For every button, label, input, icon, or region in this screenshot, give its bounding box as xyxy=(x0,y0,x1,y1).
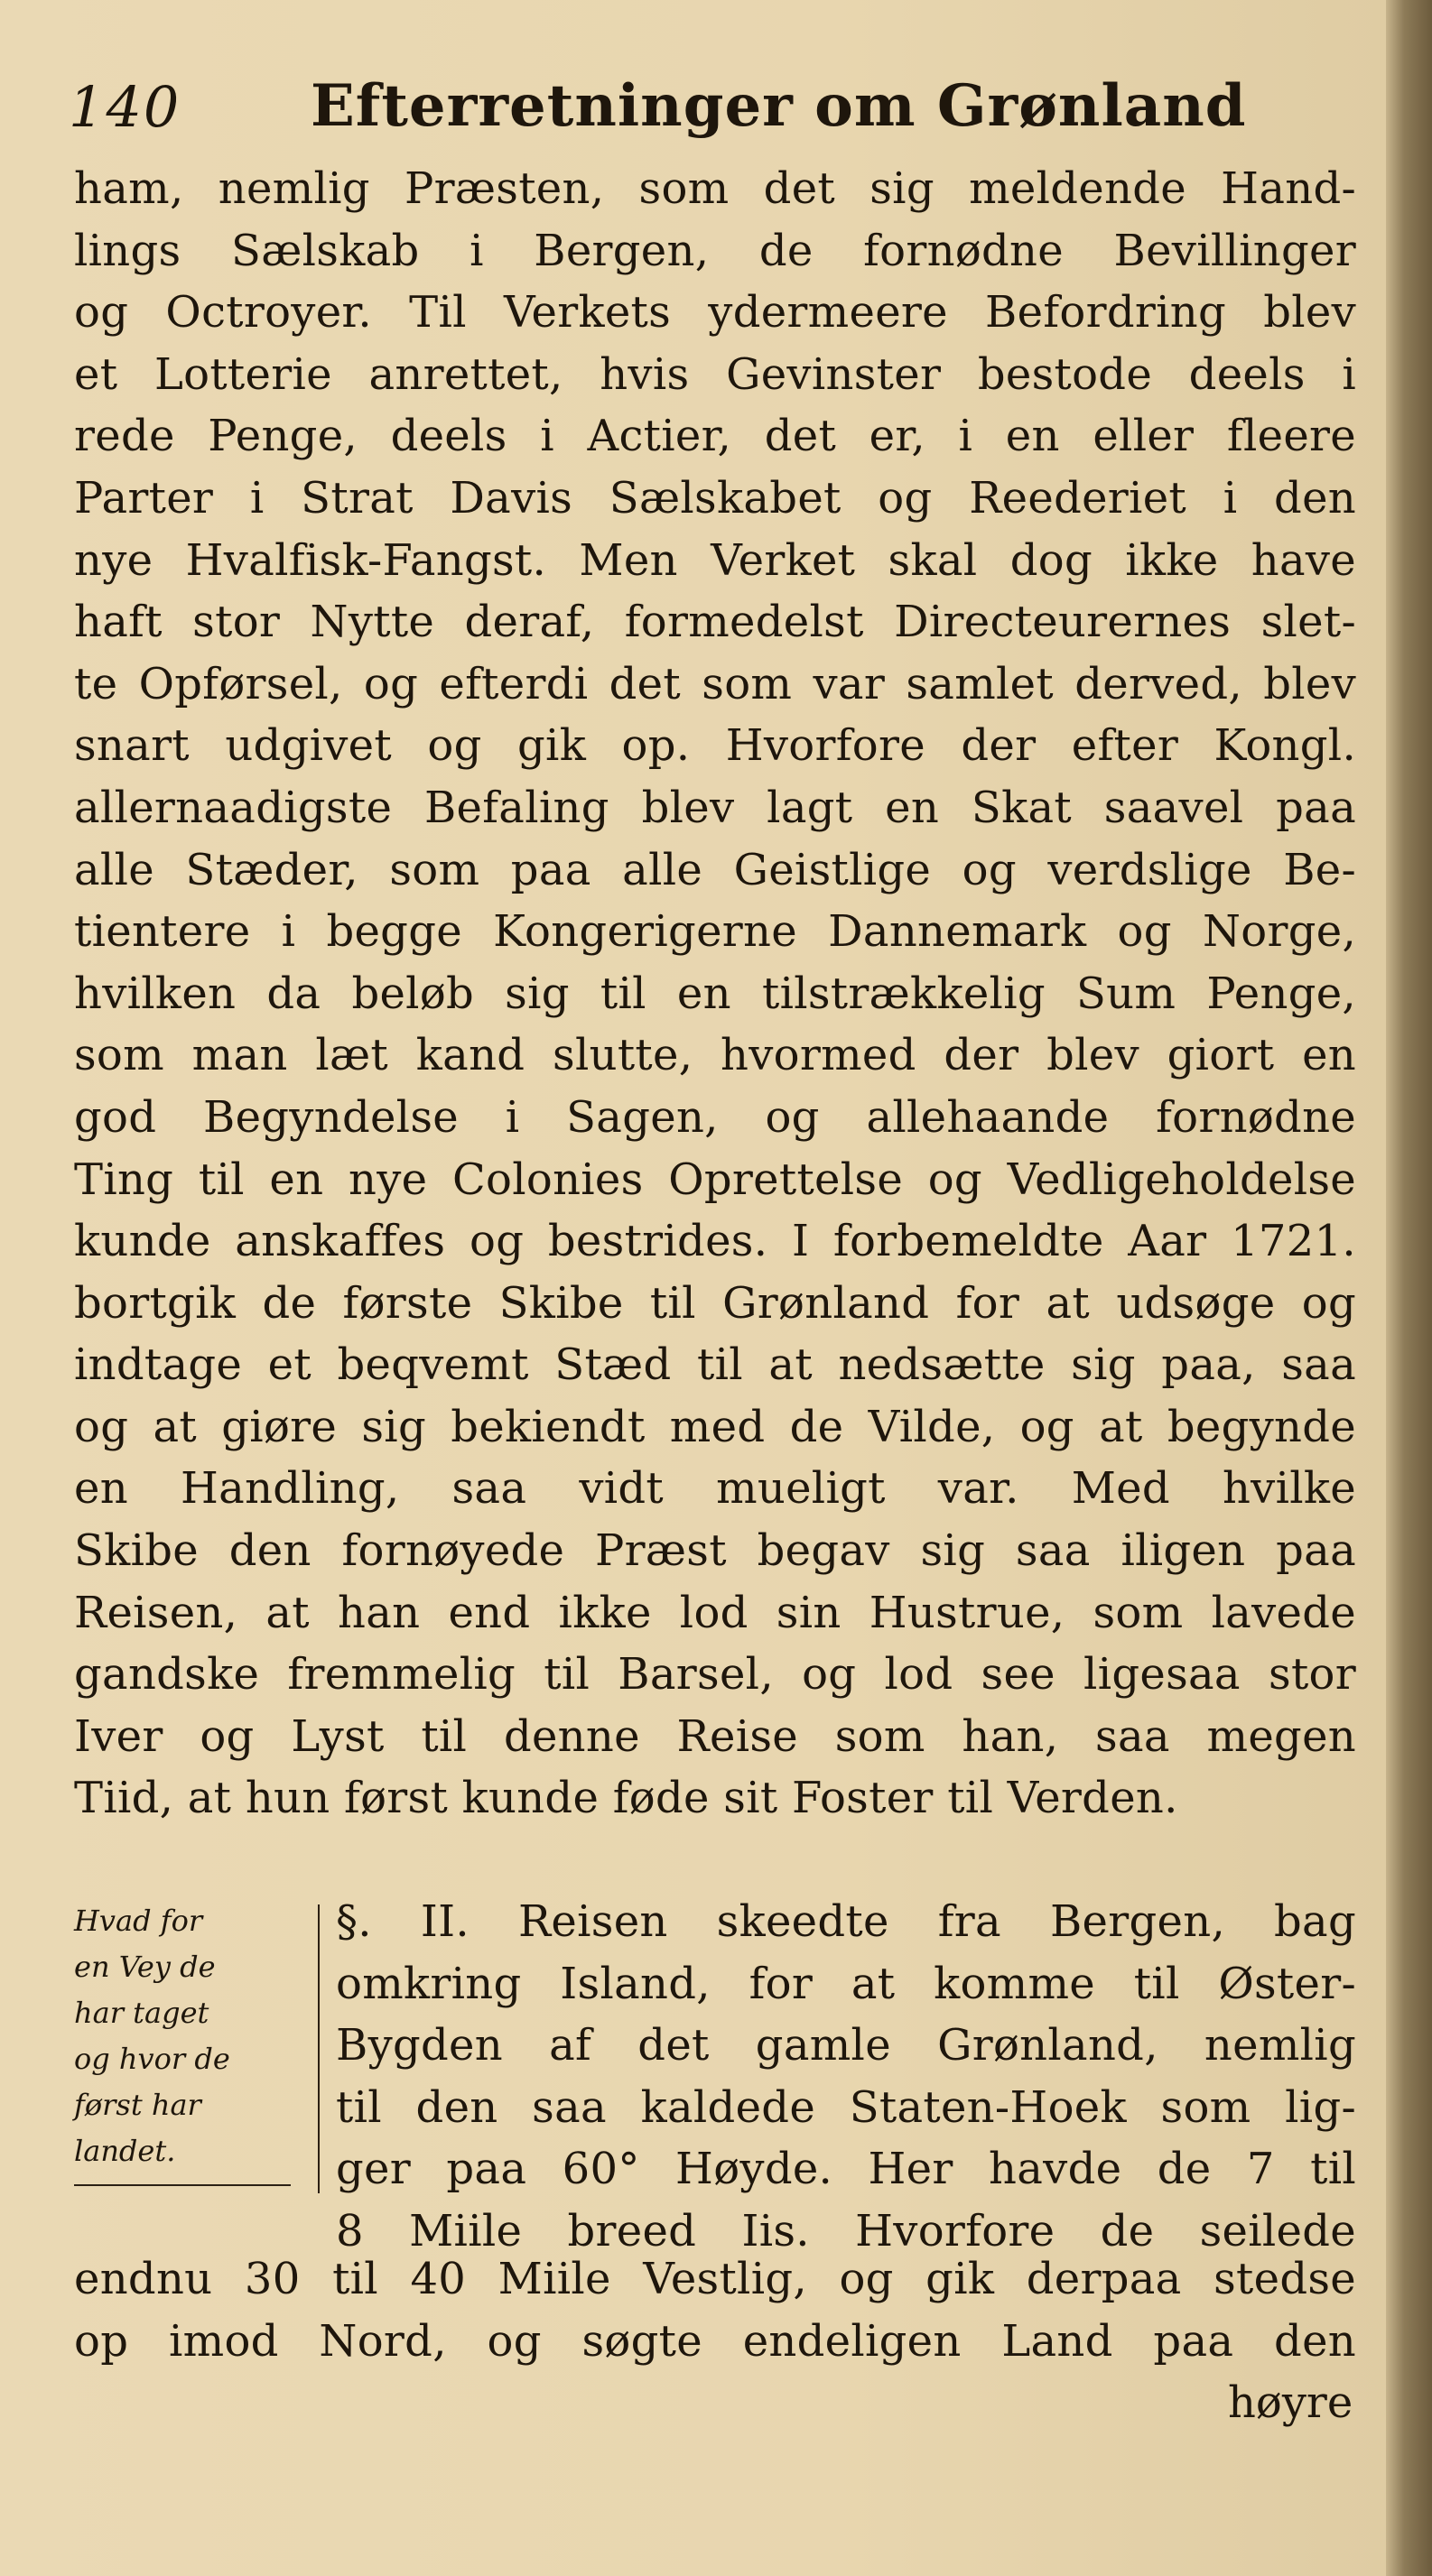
text-line: allernaadigste Befaling blev lagt en Skat saavel paa xyxy=(74,782,1356,833)
text-line: Ting til en nye Colonies Oprettelse og Vedligeholdelse xyxy=(74,1154,1356,1205)
page-number: 140 xyxy=(69,74,181,140)
text-line: Bygden af det gamle Grønland, nemlig xyxy=(336,2020,1356,2071)
text-line: §. II. Reisen skeedte fra Bergen, bag xyxy=(336,1896,1356,1947)
text-line: ger paa 60° Høyde. Her havde de 7 til xyxy=(336,2144,1356,2195)
page-header xyxy=(69,63,1351,153)
text-line: te Opførsel, og efterdi det som var samlet derved, blev xyxy=(74,658,1356,709)
text-line: et Lotterie anrettet, hvis Gevinster bestode deels i xyxy=(74,348,1356,400)
main-text-block xyxy=(74,158,1356,1830)
text-line: til den saa kaldede Staten-Hoek som lig- xyxy=(336,2081,1356,2133)
running-title: Efterretninger om Grønland xyxy=(311,72,1247,140)
catchword: høyre xyxy=(1228,2377,1353,2428)
text-line: og at giøre sig bekiendt med de Vilde, og at begynde xyxy=(74,1401,1356,1452)
margin-note xyxy=(74,1898,300,2174)
text-line: hvilken da beløb sig til en tilstrækkelig Sum Penge, xyxy=(74,968,1356,1019)
text-line: tientere i begge Kongerigerne Dannemark og Norge, xyxy=(74,906,1356,958)
text-line: Iver og Lyst til denne Reise som han, saa megen xyxy=(74,1710,1356,1762)
margin-underline xyxy=(74,2184,291,2186)
text-line: rede Penge, deels i Actier, det er, i en eller fleere xyxy=(74,411,1356,462)
text-line: en Handling, saa vidt mueligt var. Med hvilke xyxy=(74,1463,1356,1515)
text-line: Reisen, at han end ikke lod sin Hustrue, som lavede xyxy=(74,1587,1356,1638)
book-binding-edge xyxy=(1386,0,1432,2576)
text-line: nye Hvalfisk-Fangst. Men Verket skal dog ikke have xyxy=(74,534,1356,586)
text-line: haft stor Nytte deraf, formedelst Directeurernes slet- xyxy=(74,597,1356,648)
text-line: gandske fremmelig til Barsel, og lod see ligesaa stor xyxy=(74,1649,1356,1700)
margin-note-line: og hvor de xyxy=(74,2042,230,2076)
text-line: god Begyndelse i Sagen, og allehaande fornødne xyxy=(74,1091,1356,1143)
text-line: Parter i Strat Davis Sælskabet og Reederiet i den xyxy=(74,472,1356,524)
margin-note-line: en Vey de xyxy=(74,1950,216,1984)
text-line: som man læt kand slutte, hvormed der blev giort en xyxy=(74,1030,1356,1081)
margin-note-line: først har xyxy=(74,2088,201,2122)
text-line: Skibe den fornøyede Præst begav sig saa iligen paa xyxy=(74,1525,1356,1577)
text-line: lings Sælskab i Bergen, de fornødne Bevillinger xyxy=(74,225,1356,276)
text-line: op imod Nord, og søgte endeligen Land paa den xyxy=(74,2315,1356,2367)
text-line: endnu 30 til 40 Miile Vestlig, og gik derpaa stedse xyxy=(74,2254,1356,2304)
text-line: kunde anskaffes og bestrides. I forbemeldte Aar 1721. xyxy=(74,1216,1356,1267)
margin-note-line: Hvad for xyxy=(74,1904,203,1938)
text-line: bortgik de første Skibe til Grønland for at udsøge og xyxy=(74,1277,1356,1329)
section-text-continued xyxy=(74,2248,1356,2372)
margin-note-line: har taget xyxy=(74,1996,209,2030)
text-line: omkring Island, for at komme til Øster- xyxy=(336,1958,1356,2009)
text-line: indtage et beqvemt Stæd til at nedsætte sig paa, saa xyxy=(74,1339,1356,1391)
text-line: 8 Miile breed Iis. Hvorfore de seilede xyxy=(336,2205,1356,2256)
text-line: snart udgivet og gik op. Hvorfore der efter Kongl. xyxy=(74,720,1356,772)
section-text-block xyxy=(336,1891,1356,2263)
text-line: Tiid, at hun først kunde føde sit Foster til Verden. xyxy=(74,1773,1178,1824)
text-line: og Octroyer. Til Verkets ydermeere Befordring blev xyxy=(74,287,1356,338)
margin-divider xyxy=(318,1904,320,2193)
text-line: alle Stæder, som paa alle Geistlige og verdslige Be- xyxy=(74,844,1356,895)
text-line: ham, nemlig Præsten, som det sig meldende Hand- xyxy=(74,163,1356,214)
margin-note-line: landet. xyxy=(74,2134,176,2168)
